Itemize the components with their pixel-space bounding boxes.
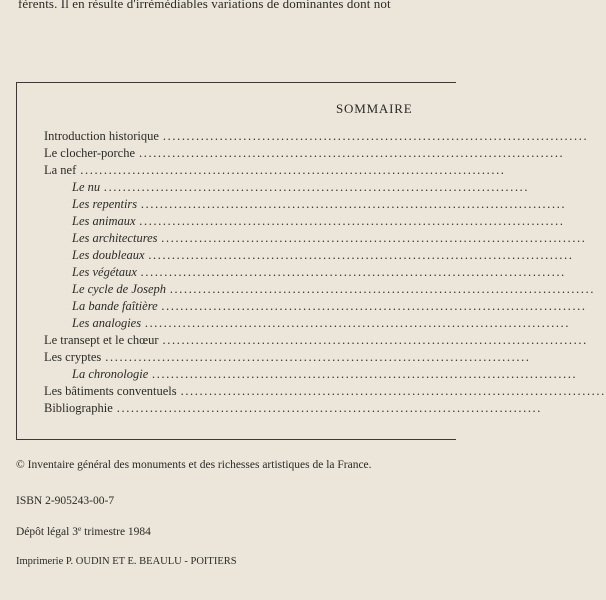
dot-leader: ..........................................................................................: [152, 367, 578, 381]
toc-entry: [0, 366, 578, 383]
toc-entry-label: Les architectures: [72, 231, 158, 245]
toc-entry-label: La bande faîtière: [72, 299, 158, 313]
toc-entry-label: Les doubleaux: [72, 248, 145, 262]
toc-entry: [0, 264, 567, 281]
dot-leader: ..........................................................................................: [148, 248, 574, 262]
toc-entry: [0, 145, 565, 162]
dot-leader: ..........................................................................................: [162, 333, 588, 347]
toc-entry: [0, 400, 542, 417]
dot-leader: ..........................................................................................: [145, 316, 571, 330]
depot-legal-suffix: trimestre 1984: [81, 526, 151, 538]
toc-entry: [0, 162, 506, 179]
toc-entry: [0, 230, 587, 247]
toc-entry-label: Bibliographie: [44, 401, 113, 415]
toc-entry: [0, 349, 531, 366]
toc-entry-label: La chronologie: [72, 367, 149, 381]
toc-entry: [0, 383, 606, 400]
dot-leader: ..........................................................................................: [139, 214, 565, 228]
dot-leader: ..........................................................................................: [161, 231, 587, 245]
dot-leader: ..........................................................................................: [80, 163, 506, 177]
copyright-notice: © Inventaire général des monuments et des richesses artistiques de la France.: [16, 459, 372, 471]
printer-line: Imprimerie P. OUDIN ET E. BEAULU - POITIERS: [16, 556, 237, 567]
toc-entry-label: Les végétaux: [72, 265, 137, 279]
dot-leader: ..........................................................................................: [104, 180, 530, 194]
dot-leader: ..........................................................................................: [180, 384, 606, 398]
toc-entry-label: Le nu: [72, 180, 101, 194]
toc-entry: [0, 247, 574, 264]
toc-entry-label: La nef: [44, 163, 77, 177]
dot-leader: ..........................................................................................: [141, 197, 567, 211]
toc-entry-label: Le transept et le chœur: [44, 333, 159, 347]
toc-entry: [0, 196, 567, 213]
depot-legal-prefix: Dépôt légal 3: [16, 526, 78, 538]
depot-legal-superscript: e: [77, 524, 82, 533]
dot-leader: ..........................................................................................: [140, 265, 567, 279]
toc-entry: [0, 315, 571, 332]
toc-entry-label: Le clocher-porche: [44, 146, 136, 160]
sommaire-title: SOMMAIRE: [336, 101, 413, 116]
dot-leader: ..........................................................................................: [161, 299, 587, 313]
dot-leader: ..........................................................................................: [162, 129, 589, 143]
dot-leader: ..........................................................................................: [116, 401, 542, 415]
depot-legal-line: [16, 524, 151, 538]
dot-leader: ..........................................................................................: [170, 282, 596, 296]
isbn-line: ISBN 2-905243-00-7: [16, 495, 115, 507]
dot-leader: ..........................................................................................: [105, 350, 531, 364]
toc-entry: [0, 298, 587, 315]
toc-entry-label: Les animaux: [72, 214, 136, 228]
toc-entry-label: Le cycle de Joseph: [72, 282, 167, 296]
dot-leader: ..........................................................................................: [139, 146, 565, 160]
toc-entry-label: Les cryptes: [44, 350, 102, 364]
preceding-text-line: férents. Il en résulte d'irrémédiables variations de dominantes dont not: [18, 0, 391, 11]
toc-entry-label: Les repentirs: [72, 197, 138, 211]
toc-entry: [0, 332, 588, 349]
toc-entry: [0, 179, 530, 196]
toc-entry-label: Les analogies: [72, 316, 142, 330]
toc-entry: [0, 281, 596, 298]
toc-entry: [0, 213, 565, 230]
toc-entry: [0, 128, 589, 145]
table-of-contents: [0, 128, 606, 417]
toc-entry-label: Introduction historique: [44, 129, 159, 143]
toc-entry-label: Les bâtiments conventuels: [44, 384, 177, 398]
